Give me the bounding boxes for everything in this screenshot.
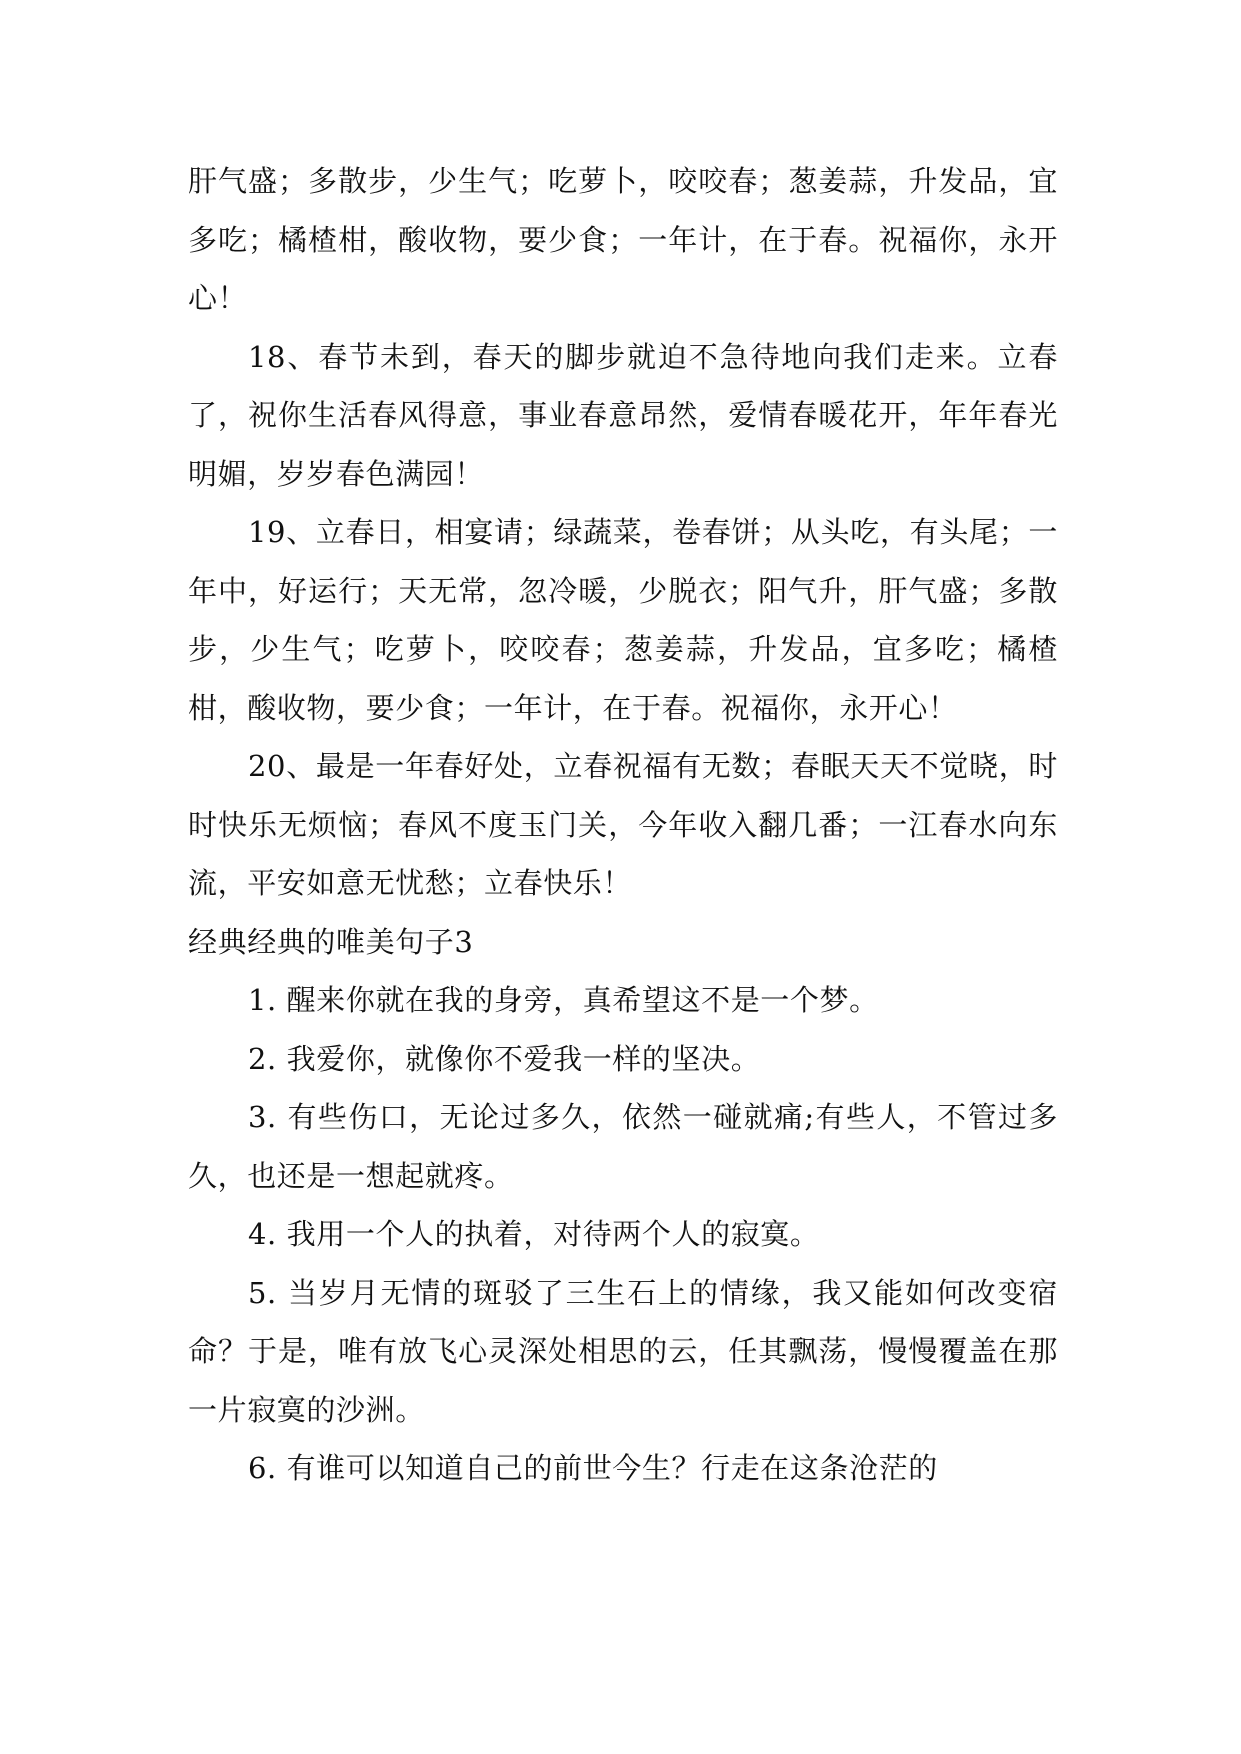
paragraph-item-19: 19、立春日，相宴请；绿蔬菜，卷春饼；从头吃，有头尾；一年中，好运行；天无常，忽冷暖，少脱衣；阳气升，肝气盛；多散步，少生气；吃萝卜，咬咬春；葱姜蒜，升发品，宜多吃；橘楂柑，酸收物，要少食；一年计，在于春。祝福你，永开心！: [188, 515, 1058, 725]
paragraph-sentence-2: 2. 我爱你，就像你不爱我一样的坚决。: [248, 1041, 761, 1076]
paragraph-continuation: 肝气盛；多散步，少生气；吃萝卜，咬咬春；葱姜蒜，升发品，宜多吃；橘楂柑，酸收物，要少食；一年计，在于春。祝福你，永开心！: [188, 164, 1058, 315]
paragraph-sentence-6: 6. 有谁可以知道自己的前世今生？行走在这条沧茫的: [248, 1451, 938, 1485]
paragraph-sentence-3: 3. 有些伤口，无论过多久，依然一碰就痛;有些人，不管过多久，也还是一想起就疼。: [188, 1100, 1058, 1193]
section-heading: 经典经典的唯美句子3: [188, 924, 474, 959]
paragraph-sentence-4: 4. 我用一个人的执着，对待两个人的寂寞。: [248, 1217, 820, 1251]
paragraph-item-20: 20、最是一年春好处，立春祝福有无数；春眠天天不觉晓，时时快乐无烦恼；春风不度玉门关，今年收入翻几番；一江春水向东流，平安如意无忧愁；立春快乐！: [188, 749, 1058, 900]
document-body: [188, 152, 1058, 1498]
paragraph-sentence-1: 1. 醒来你就在我的身旁，真希望这不是一个梦。: [248, 983, 879, 1017]
paragraph-item-18: 18、春节未到，春天的脚步就迫不急待地向我们走来。立春了，祝你生活春风得意，事业春意昂然，爱情春暖花开，年年春光明媚，岁岁春色满园！: [188, 339, 1058, 491]
paragraph-sentence-5: 5. 当岁月无情的斑驳了三生石上的情缘，我又能如何改变宿命？于是，唯有放飞心灵深处相思的云，任其飘荡，慢慢覆盖在那一片寂寞的沙洲。: [188, 1275, 1058, 1427]
